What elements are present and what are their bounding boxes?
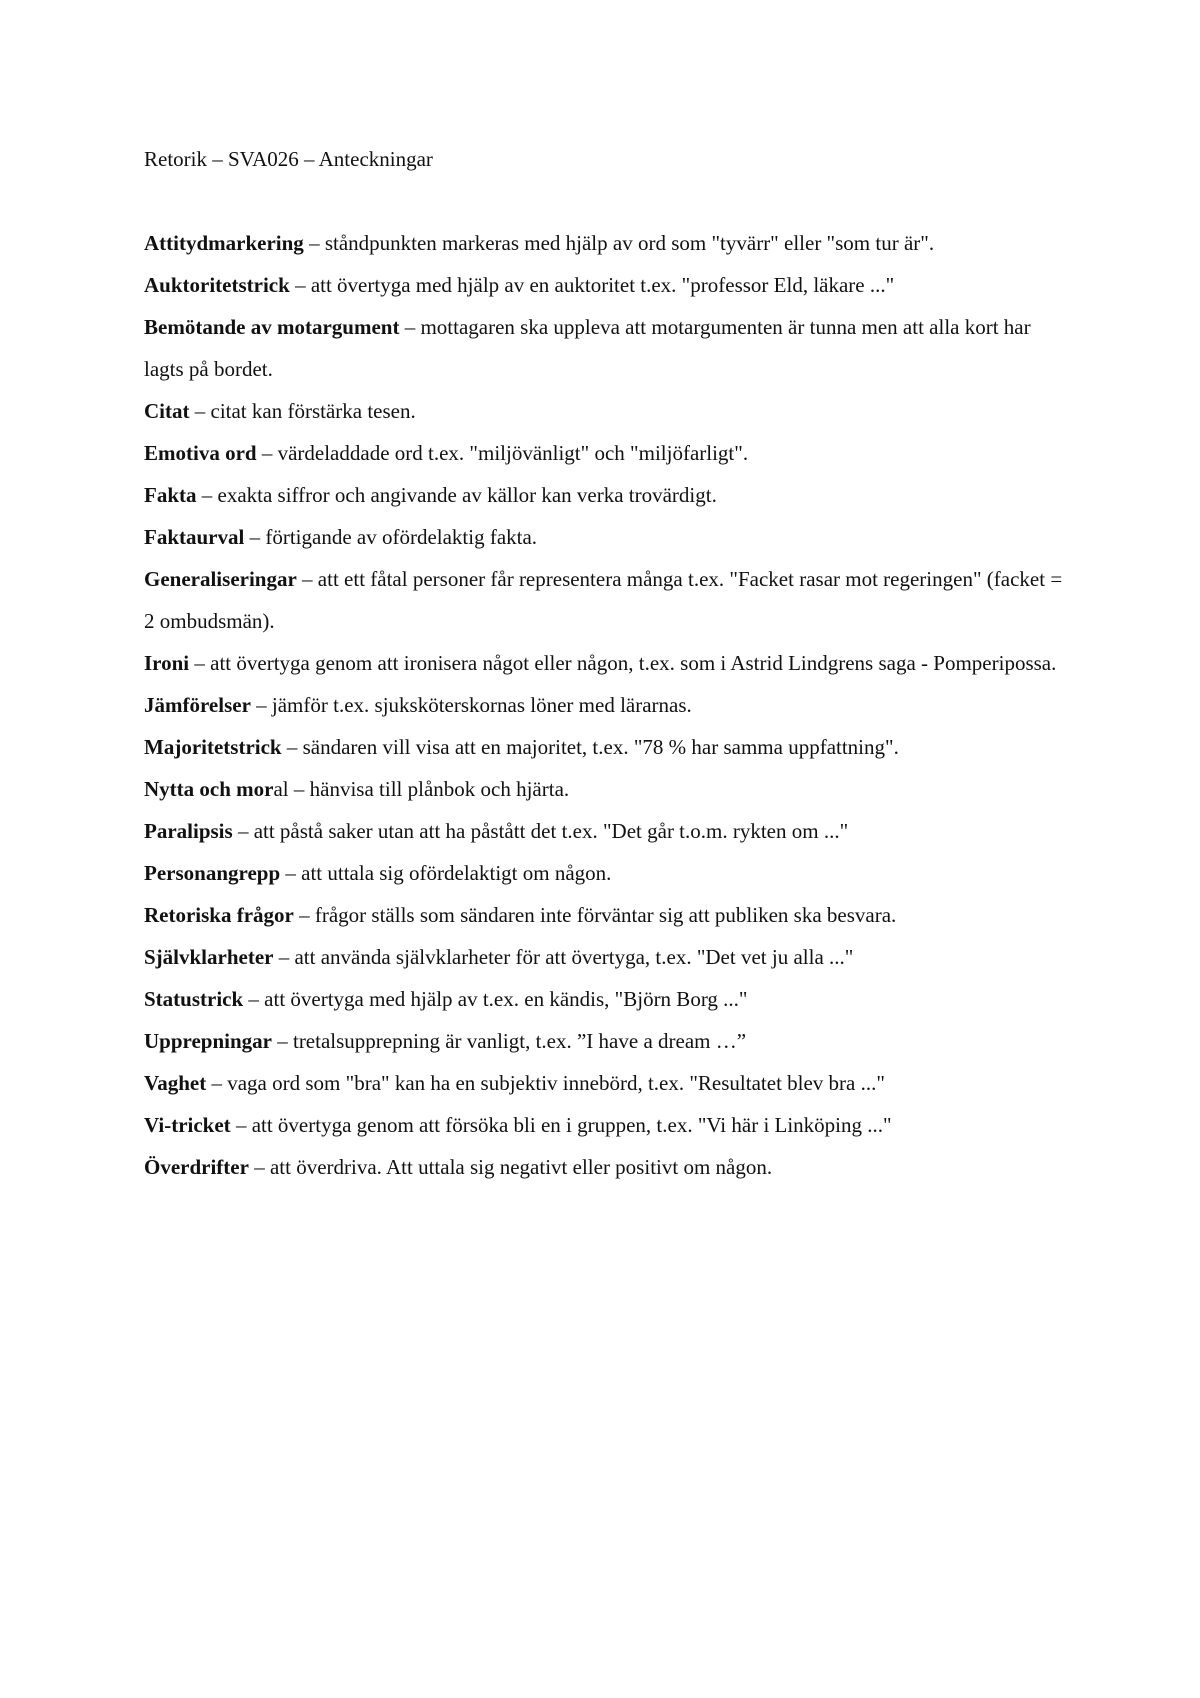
entry-term: Generaliseringar (144, 567, 297, 591)
list-item (144, 894, 1064, 936)
entry-term: Fakta (144, 483, 197, 507)
title-spacer (144, 180, 1100, 222)
list-item (144, 558, 1064, 642)
entry-term: Statustrick (144, 987, 244, 1011)
list-item (144, 978, 1064, 1020)
entry-term: Personangrepp (144, 861, 281, 885)
entry-term: Auktoritetstrick (144, 273, 290, 297)
entry-definition: – sändaren vill visa att en majoritet, t.ex. "78 % har samma uppfattning". (281, 735, 899, 759)
list-item (144, 264, 1064, 306)
entry-definition: – vaga ord som "bra" kan ha en subjektiv innebörd, t.ex. "Resultatet blev bra ..." (206, 1071, 885, 1095)
entry-list (144, 222, 1100, 1188)
list-item (144, 1020, 1064, 1062)
list-item (144, 684, 1064, 726)
entry-definition: – att övertyga genom att försöka bli en i gruppen, t.ex. "Vi här i Linköping ..." (230, 1113, 892, 1137)
entry-definition: – tretalsupprepning är vanligt, t.ex. ”I have a dream …” (271, 1029, 747, 1053)
list-item (144, 852, 1064, 894)
entry-definition: – att övertyga med hjälp av t.ex. en kändis, "Björn Borg ..." (243, 987, 748, 1011)
document-title: Retorik – SVA026 – Anteckningar (144, 147, 433, 171)
entry-definition: – värdeladdade ord t.ex. "miljövänligt" och "miljöfarligt". (256, 441, 749, 465)
entry-term: Paralipsis (144, 819, 233, 843)
entry-term: Nytta och mor (144, 777, 274, 801)
entry-term: Upprepningar (144, 1029, 272, 1053)
entry-definition: – att övertyga med hjälp av en auktoritet t.ex. "professor Eld, läkare ..." (289, 273, 895, 297)
list-item (144, 1146, 1064, 1188)
entry-definition: – ståndpunkten markeras med hjälp av ord som "tyvärr" eller "som tur är". (303, 231, 935, 255)
entry-term: Retoriska frågor (144, 903, 294, 927)
entry-definition: – jämför t.ex. sjuksköterskornas löner med lärarnas. (250, 693, 692, 717)
list-item (144, 1104, 1064, 1146)
entry-term: Faktaurval (144, 525, 245, 549)
entry-definition: – att övertyga genom att ironisera något eller någon, t.ex. som i Astrid Lindgrens saga - Pomperipossa. (189, 651, 1057, 675)
entry-term: Vi-tricket (144, 1113, 231, 1137)
entry-term: Attitydmarkering (144, 231, 304, 255)
entry-term: Överdrifter (144, 1155, 249, 1179)
list-item (144, 474, 1064, 516)
entry-term: Bemötande av motargument (144, 315, 400, 339)
list-item (144, 1062, 1064, 1104)
entry-definition: – exakta siffror och angivande av källor kan verka trovärdigt. (196, 483, 717, 507)
entry-definition: – förtigande av ofördelaktig fakta. (244, 525, 538, 549)
entry-definition: – att påstå saker utan att ha påstått det t.ex. "Det går t.o.m. rykten om ..." (232, 819, 849, 843)
entry-term: Ironi (144, 651, 190, 675)
entry-term: Emotiva ord (144, 441, 257, 465)
list-item (144, 768, 1064, 810)
entry-term: Självklarheter (144, 945, 274, 969)
list-item (144, 516, 1064, 558)
entry-definition: – att uttala sig ofördelaktigt om någon. (280, 861, 612, 885)
list-item (144, 726, 1064, 768)
entry-definition: – att ett fåtal personer får representera många t.ex. "Facket rasar mot regeringen" (facket = 2 ombudsmän). (144, 567, 1063, 633)
entry-definition: – att använda självklarheter för att övertyga, t.ex. "Det vet ju alla ..." (273, 945, 854, 969)
list-item (144, 936, 1064, 978)
list-item (144, 306, 1064, 390)
entry-term: Jämförelser (144, 693, 251, 717)
list-item (144, 222, 1064, 264)
list-item (144, 390, 1064, 432)
list-item (144, 642, 1064, 684)
entry-term: Vaghet (144, 1071, 207, 1095)
entry-definition: – mottagaren ska uppleva att motargumenten är tunna men att alla kort har lagts på bordet. (144, 315, 1031, 381)
entry-term: Citat (144, 399, 190, 423)
list-item (144, 432, 1064, 474)
list-item (144, 810, 1064, 852)
entry-definition: – citat kan förstärka tesen. (189, 399, 416, 423)
entry-definition: al – hänvisa till plånbok och hjärta. (273, 777, 570, 801)
entry-definition: – frågor ställs som sändaren inte förväntar sig att publiken ska besvara. (293, 903, 897, 927)
entry-definition: – att överdriva. Att uttala sig negativt eller positivt om någon. (248, 1155, 773, 1179)
entry-term: Majoritetstrick (144, 735, 282, 759)
